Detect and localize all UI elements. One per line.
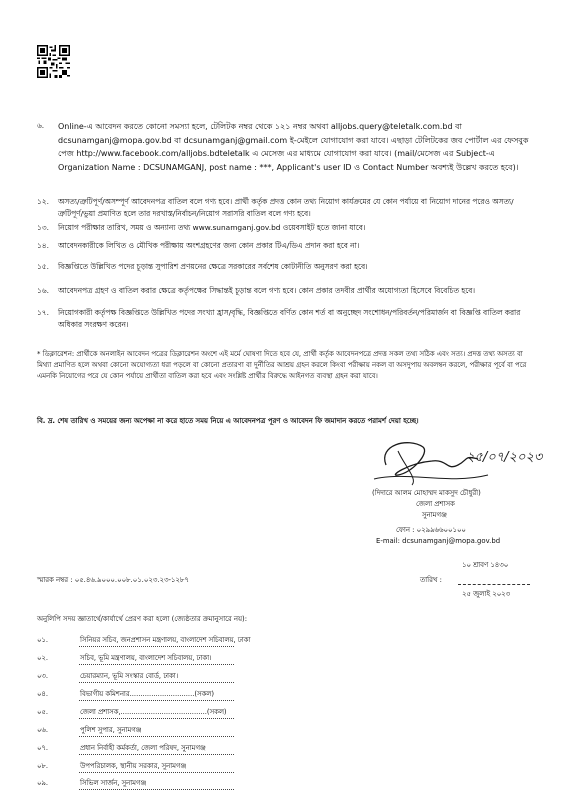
copy-item-text: বিভাগীয় কমিশনার..............................(সকল) — [80, 690, 215, 698]
copy-item-number: ০৯. — [37, 779, 48, 787]
copy-item-underline — [79, 754, 234, 755]
copy-item — [37, 706, 227, 718]
note-text: আবেদনকারীকে লিখিত ও মৌখিক পরীক্ষায় অংশগ্রহণের জন্য কোন প্রকার টিএ/ডিএ প্রদান করা হবে না। — [58, 241, 360, 250]
copy-item — [37, 652, 212, 664]
note-number: ১৬. — [37, 286, 49, 295]
copy-item-text: পুলিশ সুপার, সুনামগঞ্জ — [80, 726, 142, 734]
copy-item-text: সিভিল সার্জন, সুনামগঞ্জ — [80, 779, 147, 787]
signatory-district: সুনামগঞ্জ — [422, 511, 447, 519]
nb-notice: বি. দ্র. শেষ তারিখ ও সময়ের জন্য অপেক্ষা না করে হাতে সময় নিয়ে এ আবেদনপত্র পূরণ ও আবেদন ফি জমাদান করতে পরামর্শ দেয়া হচ্ছে। — [37, 417, 419, 425]
copy-item-number: ০৫. — [37, 708, 48, 716]
copy-item-text: প্রধান নির্বাহী কর্মকর্তা, জেলা পরিষদ, সুনামগঞ্জ — [80, 744, 206, 752]
note-text: বিজ্ঞপ্তিতে উল্লিখিত পদের চূড়ান্ত সুপারিশ প্রণয়নের ক্ষেত্রে সরকারের সর্বশেষ কোটানীতি অনুসরণ করা হবে। — [58, 262, 368, 271]
memo-date-bangla: ১০ শ্রাবণ ১৪৩০ — [462, 561, 509, 569]
copy-item-number: ০৭. — [37, 744, 48, 752]
note-text: অসত্য/ত্রুটিপূর্ণ/অসম্পূর্ণ আবেদনপত্র বাতিল বলে গণ্য হবে। প্রার্থী কর্তৃক প্রদত্ত কোন তথ্য নিয়োগ কার্যক্রমের যে কোন পর্যায়ে বা নিয়োগ দানের পরেও অসত্য/ত্রুটিপূর্ণ/ভুয়া প্রমাণিত হলে তার দরখাস্ত/নির্বাচন/নিয়োগ সরাসরি বাতিল বলে গণ্য হবে। — [58, 197, 514, 218]
copy-item — [37, 742, 206, 754]
note-text: আবেদনপত্র গ্রহণ ও বাতিল করার ক্ষেত্রে কর্তৃপক্ষের সিদ্ধান্তই চূড়ান্ত বলে গণ্য হবে। কোন প্রকার তদবীর প্রার্থীর অযোগ্যতা হিসেবে বিবেচিত হবে। — [58, 286, 475, 295]
copy-item-underline — [79, 736, 234, 737]
copy-item-text: জেলা প্রশাসক,........................................(সকল) — [80, 708, 227, 716]
signatory-phone: ফোন : ০২৯৯৬৬০০১০০ — [396, 526, 466, 534]
copy-item-text: চেয়ারম্যান, ভূমি সংস্কার বোর্ড, ঢাকা। — [80, 672, 179, 680]
signatory-email: E-mail: dcsunamganj@mopa.gov.bd — [376, 537, 501, 545]
copy-item-underline — [79, 772, 234, 773]
signatory-name: (দিদারে আলম মোহাম্মদ মাকসুদ চৌধুরী) — [372, 489, 481, 497]
handwritten-date: ২৫/০৭/২০২৩ — [466, 450, 543, 465]
qr-code — [37, 45, 70, 78]
copy-item-underline — [79, 682, 234, 683]
note-number: ১২. — [37, 197, 49, 206]
copy-item-underline — [79, 664, 234, 665]
copy-item-underline — [79, 646, 234, 647]
copy-item-number: ০৪. — [37, 690, 48, 698]
copy-item — [37, 688, 214, 700]
memo-date-divider — [458, 584, 530, 585]
copy-item-number: ০১. — [37, 636, 48, 644]
note-number: ৬. — [37, 121, 45, 130]
note-text: Online-এ আবেদন করতে কোনো সমস্যা হলে, টেলিটক নম্বর থেকে ১২১ নম্বর অথবা alljobs.query@teletalk.com.bd বা dcsunamganj@mopa.gov.bd বা dcsunamganj@gmail.com ই-মেইলে যোগাযোগ করা যাবে। এছাড়া টেলিটকের জব পোর্টাল এর ফেসবুক পেজ http://www.facebook.com/alljobs.bdteletalk এ মেসেজ এর মাধ্যমে যোগাযোগ করা যাবে। (mail/মেসেজ এর Subject-এ Organization Name : DCSUNAMGANJ, post name : ***, Applicant's user ID ও Contact Number অবশ্যই উল্লেখ করতে হবে)। — [58, 122, 529, 172]
note-number: ১৭. — [37, 308, 49, 317]
copy-item-underline — [79, 718, 234, 719]
copy-item — [37, 670, 178, 682]
copy-item — [37, 724, 142, 736]
note-text: নিয়োগ পরীক্ষার তারিখ, সময় ও অন্যান্য তথ্য www.sunamganj.gov.bd ওয়েবসাইট হতে জানা যাবে। — [58, 223, 366, 232]
note-number: ১৩. — [37, 223, 49, 232]
copy-item-number: ০৮. — [37, 762, 48, 770]
copy-item-text: সিনিয়র সচিব, জনপ্রশাসন মন্ত্রণালয়, বাংলাদেশ সচিবালয়, ঢাকা — [80, 636, 251, 644]
copy-item-number: ০২. — [37, 654, 48, 662]
copy-item-underline — [79, 789, 234, 790]
signature — [368, 435, 548, 490]
copy-item-number: ০৬. — [37, 726, 48, 734]
note-number: ১৫. — [37, 262, 49, 271]
copy-item — [37, 760, 186, 772]
note-text: নিয়োগকারী কর্তৃপক্ষ বিজ্ঞপ্তিতে উল্লিখিত পদের সংখ্যা হ্রাস/বৃদ্ধি, বিজ্ঞপ্তিতে বর্ণিত কোন শর্ত বা অনুচ্ছেদ সংশোধন/পরিবর্তন/পরিমার্জন বা বিজ্ঞপ্তি বাতিল করার অধিকার সংরক্ষণ করেন। — [58, 308, 521, 329]
copy-item-underline — [79, 700, 234, 701]
note-number: ১৪. — [37, 241, 49, 250]
copy-item — [37, 634, 250, 646]
copy-intro: অনুলিপি সদয় জ্ঞাতার্থে/কার্যার্থে প্রেরণ করা হলো (জ্যেষ্ঠতার ক্রমানুসারে নয়): — [37, 615, 248, 623]
copy-item — [37, 777, 146, 789]
copy-item-text: উপপরিচালক, স্থানীয় সরকার, সুনামগঞ্জ — [80, 762, 187, 770]
declaration: * ডিক্লারেশন: প্রার্থীকে অনলাইন আবেদন পত্রের ডিক্লারেশন অংশে এই মর্মে ঘোষণা দিতে হবে যে, প্রার্থী কর্তৃক আবেদনপত্রে প্রদত্ত সকল তথ্য সঠিক এবং সত্য। প্রদত্ত তথ্য অসত্য বা মিথ্যা প্রমাণিত হলে অথবা কোনো অযোগ্যতা ধরা পড়লে বা কোনো প্রতারণা বা দুর্নীতির আশ্রয় গ্রহন করলে কিংবা পরীক্ষায় নকল বা অসদুপায় অবলম্বন করলে, পরীক্ষার পূর্বে বা পরে এমনকি নিয়োগের পরে যে কোন পর্যায়ে প্রার্থীতা বাতিল করা হবে এবং সংশ্লিষ্ট প্রার্থীর বিরুদ্ধে আইনগত ব্যবস্থা গ্রহন করা যাবে। — [37, 350, 527, 380]
memo-date-english: ২৫ জুলাই ২০২৩ — [462, 590, 511, 598]
copy-item-number: ০৩. — [37, 672, 48, 680]
signatory-designation: জেলা প্রশাসক — [416, 500, 455, 508]
memo-number: স্মারক নম্বর : ০৫.৪৬.৯০০০.০০৮.০১.০২৩.২৩-১২৮৭ — [37, 576, 189, 584]
memo-date-label: তারিখ : — [420, 576, 442, 584]
copy-item-text: সচিব, ভূমি মন্ত্রণালয়, বাংলাদেশ সচিবালয়, ঢাকা। — [80, 654, 212, 662]
